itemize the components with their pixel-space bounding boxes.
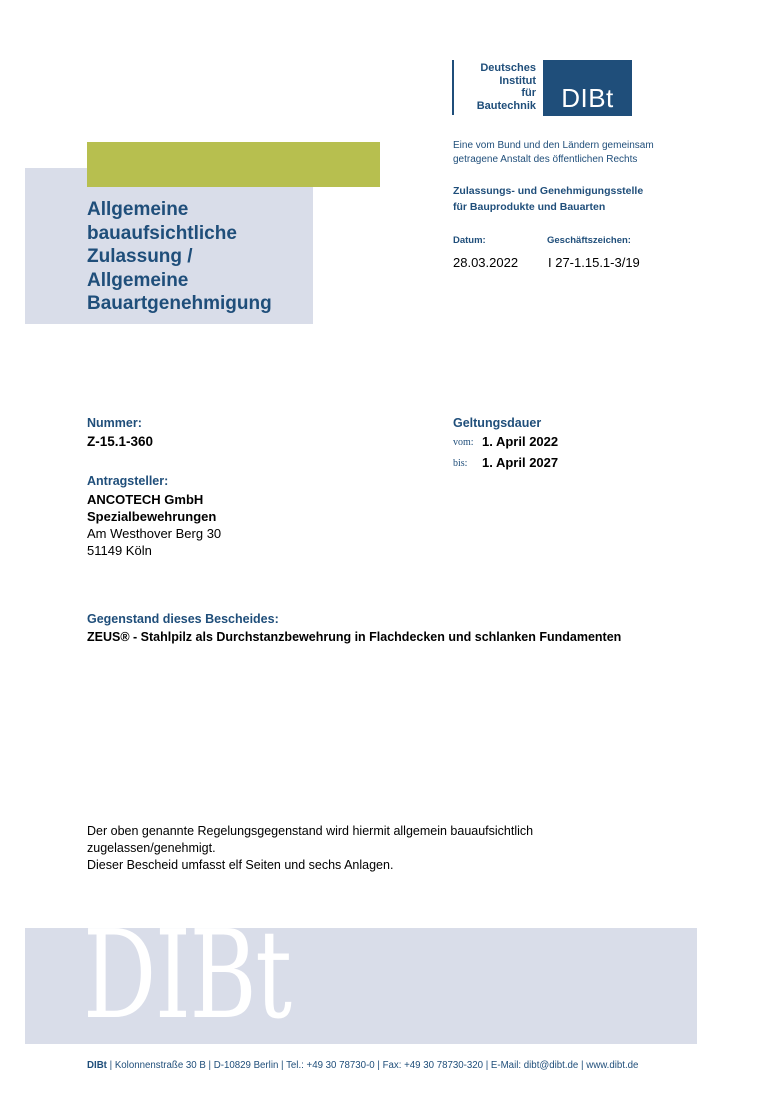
reference-value: I 27-1.15.1-3/19 <box>548 255 640 270</box>
dibt-watermark: DIBt <box>83 928 291 1044</box>
dibt-logo <box>543 60 632 116</box>
applicant-label: Antragsteller: <box>87 474 169 488</box>
subject-text: ZEUS® - Stahlpilz als Durchstanzbewehrung in Flachdecken und schlanken Fundamenten <box>87 630 622 644</box>
statement-line: Dieser Bescheid umfasst elf Seiten und sechs Anlagen. <box>87 858 394 872</box>
document-title <box>87 198 272 316</box>
logo-line: für <box>521 87 536 99</box>
number-value: Z-15.1-360 <box>87 434 154 449</box>
logo-line: Deutsches <box>480 62 536 74</box>
applicant-name: ANCOTECH GmbH <box>87 492 204 507</box>
footer-contact-text: | Kolonnenstraße 30 B | D-10829 Berlin | Tel.: +49 30 78730-0 | Fax: +49 30 78730-320 | E-Mail: dibt@dibt.de | www.dibt.de <box>106 1060 639 1071</box>
approval-statement <box>87 823 533 874</box>
applicant-street: Am Westhover Berg 30 <box>87 526 222 541</box>
valid-to-value: 1. April 2027 <box>482 455 559 470</box>
logo-mark: DIBt <box>561 83 614 113</box>
number-label: Nummer: <box>87 416 142 430</box>
footer-contact <box>87 1060 638 1071</box>
valid-from-label: vom: <box>453 437 474 448</box>
org-department-2: für Bauprodukte und Bauarten <box>453 201 606 213</box>
date-label: Datum: <box>453 235 486 246</box>
title-line: Bauartgenehmigung <box>87 293 272 314</box>
footer-banner <box>25 928 697 1044</box>
subject-label: Gegenstand dieses Bescheides: <box>87 612 279 626</box>
title-line: Allgemeine <box>87 199 189 220</box>
valid-to-label: bis: <box>453 458 468 469</box>
logo-divider <box>452 60 454 115</box>
applicant-subname: Spezialbewehrungen <box>87 509 217 524</box>
valid-from-value: 1. April 2022 <box>482 434 559 449</box>
org-department-1: Zulassungs- und Genehmigungsstelle <box>453 185 644 197</box>
validity-label: Geltungsdauer <box>453 416 542 430</box>
title-accent-bar <box>87 142 380 187</box>
reference-label: Geschäftszeichen: <box>547 235 631 246</box>
logo-line: Bautechnik <box>476 99 536 112</box>
date-value: 28.03.2022 <box>453 255 519 270</box>
footer-brand: DIBt <box>87 1060 107 1071</box>
title-line: Zulassung / <box>87 246 193 267</box>
statement-line: zugelassen/genehmigt. <box>87 841 216 855</box>
logo-line: Institut <box>499 74 536 87</box>
logo-institute-name <box>458 62 536 112</box>
org-description-1: Eine vom Bund und den Ländern gemeinsam <box>453 140 654 151</box>
statement-line: Der oben genannte Regelungsgegenstand wird hiermit allgemein bauaufsichtlich <box>87 824 534 838</box>
org-description-2: getragene Anstalt des öffentlichen Rechts <box>453 154 638 165</box>
title-line: Allgemeine <box>87 269 189 291</box>
applicant-city: 51149 Köln <box>87 543 152 558</box>
title-line: bauaufsichtliche <box>87 222 237 244</box>
